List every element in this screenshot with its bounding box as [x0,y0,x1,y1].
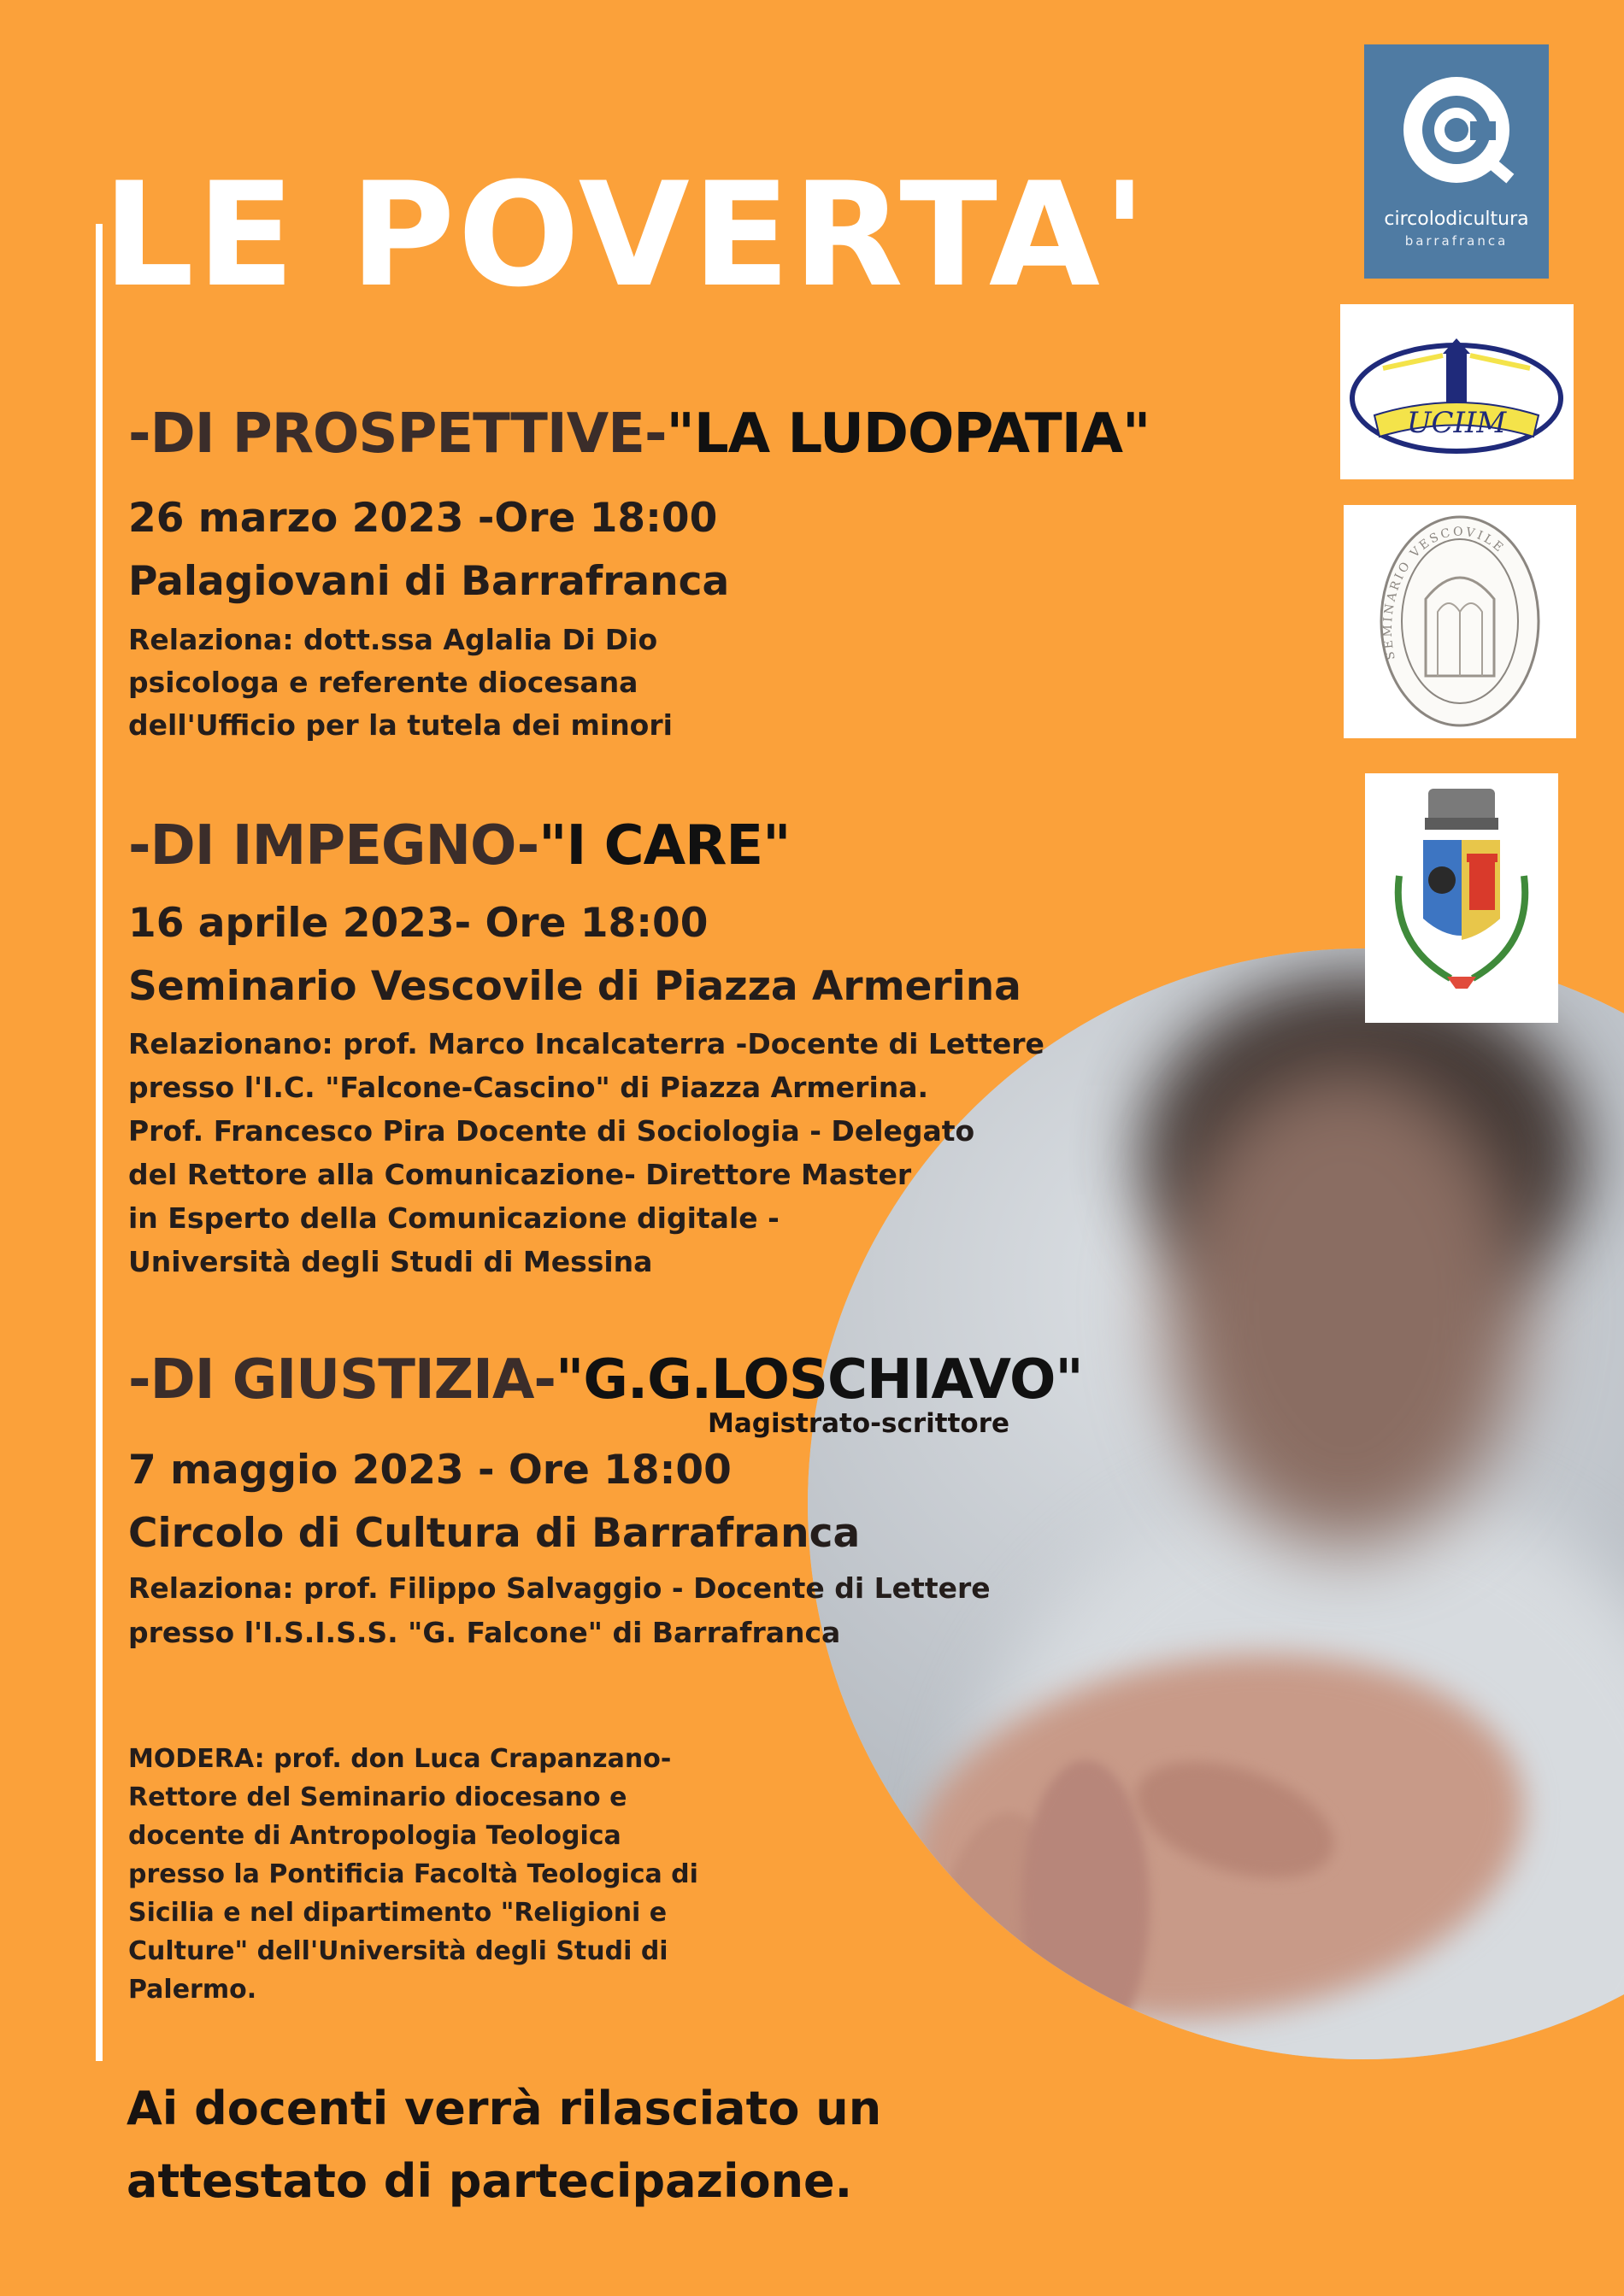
event-3-desc-line: Relaziona: prof. Filippo Salvaggio - Docente di Lettere [128,1571,991,1605]
circolo-c-icon [1388,68,1525,197]
uciim-logo-text: UCIIM [1406,406,1507,440]
circolo-di-cultura-logo [1364,44,1549,279]
uciim-logo [1340,304,1574,479]
event-3-heading: -DI GIUSTIZIA-"G.G.LOSCHIAVO" [128,1348,1083,1412]
event-2-date: 16 aprile 2023- Ore 18:00 [128,900,709,947]
event-2-desc-line: Prof. Francesco Pira Docente di Sociologia - Delegato [128,1114,975,1148]
seminario-vescovile-seal [1344,505,1576,738]
circolo-logo-name: circolodicultura [1384,208,1529,230]
event-2-desc-line: presso l'I.C. "Falcone-Cascino" di Piazza Armerina. [128,1071,929,1104]
event-2-desc-line: in Esperto della Comunicazione digitale - [128,1201,780,1235]
event-3-speaker-role: Magistrato-scrittore [708,1408,1010,1439]
moderator-line: presso la Pontificia Facoltà Teologica di [128,1859,698,1889]
event-2-desc-line: del Rettore alla Comunicazione- Direttore Master [128,1158,912,1191]
event-3-desc-line: presso l'I.S.I.S.S. "G. Falcone" di Barrafranca [128,1616,841,1649]
event-3-date: 7 maggio 2023 - Ore 18:00 [128,1447,732,1494]
event-2-heading: -DI IMPEGNO-"I CARE" [128,814,791,878]
moderator-line: Culture" dell'Università degli Studi di [128,1936,668,1966]
event-1-desc-line: Relaziona: dott.ssa Aglalia Di Dio [128,623,658,656]
event-1-date: 26 marzo 2023 -Ore 18:00 [128,495,718,542]
moderator-line: Rettore del Seminario diocesano e [128,1782,627,1812]
event-2-desc-line: Università degli Studi di Messina [128,1245,653,1278]
footer-note-line: attestato di partecipazione. [127,2154,853,2208]
page-title: LE POVERTA' [103,151,1150,319]
moderator-line: Palermo. [128,1975,257,2005]
moderator-line: docente di Antropologia Teologica [128,1821,621,1851]
event-1-desc-line: dell'Ufficio per la tutela dei minori [128,708,673,742]
moderator-line: Sicilia e nel dipartimento "Religioni e [128,1898,668,1928]
comune-coat-of-arms [1365,773,1558,1023]
event-1-heading: -DI PROSPETTIVE-"LA LUDOPATIA" [128,402,1150,466]
event-2-desc-line: Relazionano: prof. Marco Incalcaterra -Docente di Lettere [128,1027,1044,1060]
event-1-desc-line: psicologa e referente diocesana [128,666,638,699]
event-1-place: Palagiovani di Barrafranca [128,558,730,605]
event-3-place: Circolo di Cultura di Barrafranca [128,1510,861,1557]
event-2-place: Seminario Vescovile di Piazza Armerina [128,963,1021,1010]
seal-ring-text: SEMINARIO VESCOVILE [1380,525,1508,661]
moderator-line: MODERA: prof. don Luca Crapanzano- [128,1744,672,1774]
title-side-rule [96,224,103,2061]
footer-note-line: Ai docenti verrà rilasciato un [127,2082,882,2135]
circolo-logo-subtitle: barrafranca [1404,233,1509,249]
